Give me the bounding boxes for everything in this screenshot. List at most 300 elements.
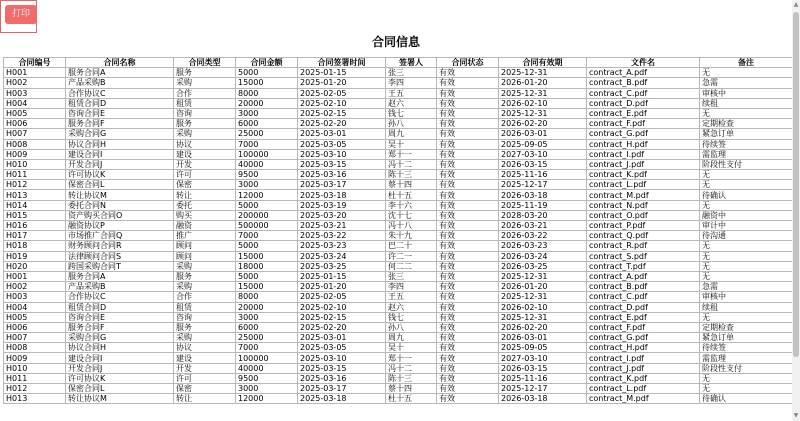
cell-contract-name: 资产购买合同O bbox=[66, 210, 174, 220]
cell-remarks: 急需 bbox=[700, 78, 793, 88]
cell-contract-id: H008 bbox=[4, 139, 66, 149]
table-row[interactable] bbox=[4, 394, 793, 404]
cell-amount: 100000 bbox=[236, 149, 298, 159]
cell-amount: 12000 bbox=[236, 190, 298, 200]
cell-amount: 5000 bbox=[236, 241, 298, 251]
cell-remarks: 无 bbox=[700, 241, 793, 251]
cell-file-name: contract_H.pdf bbox=[587, 139, 700, 149]
cell-valid-until: 2026-03-21 bbox=[499, 221, 587, 231]
column-header-signer[interactable]: 签署人 bbox=[386, 58, 437, 68]
cell-valid-until: 2026-03-18 bbox=[499, 394, 587, 404]
cell-contract-type: 顾问 bbox=[174, 251, 236, 261]
cell-sign-date: 2025-03-24 bbox=[298, 251, 386, 261]
table-row[interactable] bbox=[4, 88, 793, 98]
cell-contract-id: H016 bbox=[4, 221, 66, 231]
cell-status: 有效 bbox=[437, 149, 499, 159]
cell-status: 有效 bbox=[437, 139, 499, 149]
cell-valid-until: 2026-02-20 bbox=[499, 119, 587, 129]
cell-contract-type: 顾问 bbox=[174, 241, 236, 251]
cell-signer: 钱七 bbox=[386, 312, 437, 322]
cell-contract-type: 协议 bbox=[174, 343, 236, 353]
cell-signer: 王五 bbox=[386, 88, 437, 98]
cell-status: 有效 bbox=[437, 353, 499, 363]
table-row[interactable] bbox=[4, 363, 793, 373]
cell-signer: 冯十八 bbox=[386, 221, 437, 231]
cell-status: 有效 bbox=[437, 333, 499, 343]
table-row[interactable] bbox=[4, 241, 793, 251]
column-header-contract-name[interactable]: 合同名称 bbox=[66, 58, 174, 68]
cell-valid-until: 2025-11-16 bbox=[499, 373, 587, 383]
column-header-sign-date[interactable]: 合同签署时间 bbox=[298, 58, 386, 68]
cell-contract-id: H009 bbox=[4, 149, 66, 159]
cell-contract-type: 合作 bbox=[174, 88, 236, 98]
cell-contract-name: 法律顾问合同S bbox=[66, 251, 174, 261]
cell-sign-date: 2025-03-18 bbox=[298, 394, 386, 404]
cell-status: 有效 bbox=[437, 108, 499, 118]
cell-sign-date: 2025-03-22 bbox=[298, 231, 386, 241]
cell-file-name: contract_J.pdf bbox=[587, 159, 700, 169]
cell-sign-date: 2025-03-17 bbox=[298, 180, 386, 190]
cell-valid-until: 2026-02-20 bbox=[499, 322, 587, 332]
cell-amount: 25000 bbox=[236, 129, 298, 139]
table-row[interactable] bbox=[4, 373, 793, 383]
cell-remarks: 紧急订单 bbox=[700, 333, 793, 343]
cell-contract-type: 购买 bbox=[174, 210, 236, 220]
table-row[interactable] bbox=[4, 129, 793, 139]
cell-file-name: contract_J.pdf bbox=[587, 363, 700, 373]
cell-remarks: 阶段性支付 bbox=[700, 159, 793, 169]
cell-status: 有效 bbox=[437, 200, 499, 210]
cell-signer: 张三 bbox=[386, 271, 437, 281]
cell-status: 有效 bbox=[437, 271, 499, 281]
cell-amount: 500000 bbox=[236, 221, 298, 231]
cell-valid-until: 2025-12-31 bbox=[499, 312, 587, 322]
cell-contract-name: 服务合同A bbox=[66, 68, 174, 78]
cell-remarks: 审核中 bbox=[700, 88, 793, 98]
cell-status: 有效 bbox=[437, 210, 499, 220]
cell-remarks: 无 bbox=[700, 180, 793, 190]
cell-signer: 杜十五 bbox=[386, 394, 437, 404]
column-header-contract-id[interactable]: 合同编号 bbox=[4, 58, 66, 68]
cell-signer: 张三 bbox=[386, 68, 437, 78]
cell-contract-id: H004 bbox=[4, 98, 66, 108]
cell-remarks: 紧急订单 bbox=[700, 129, 793, 139]
cell-sign-date: 2025-01-20 bbox=[298, 282, 386, 292]
cell-status: 有效 bbox=[437, 312, 499, 322]
table-row[interactable] bbox=[4, 292, 793, 302]
cell-status: 有效 bbox=[437, 231, 499, 241]
cell-amount: 3000 bbox=[236, 312, 298, 322]
cell-contract-id: H019 bbox=[4, 251, 66, 261]
cell-status: 有效 bbox=[437, 373, 499, 383]
cell-amount: 9500 bbox=[236, 170, 298, 180]
cell-contract-name: 开发合同J bbox=[66, 159, 174, 169]
cell-remarks: 无 bbox=[700, 384, 793, 394]
table-row[interactable] bbox=[4, 119, 793, 129]
table-row[interactable] bbox=[4, 68, 793, 78]
table-row[interactable] bbox=[4, 282, 793, 292]
cell-signer: 孙八 bbox=[386, 322, 437, 332]
cell-signer: 王五 bbox=[386, 292, 437, 302]
cell-valid-until: 2025-12-31 bbox=[499, 292, 587, 302]
cell-valid-until: 2026-03-01 bbox=[499, 333, 587, 343]
cell-signer: 李四 bbox=[386, 78, 437, 88]
cell-sign-date: 2025-03-16 bbox=[298, 373, 386, 383]
table-row[interactable] bbox=[4, 271, 793, 281]
cell-valid-until: 2026-03-18 bbox=[499, 190, 587, 200]
cell-contract-id: H005 bbox=[4, 108, 66, 118]
cell-contract-id: H010 bbox=[4, 363, 66, 373]
table-row[interactable] bbox=[4, 333, 793, 343]
cell-status: 有效 bbox=[437, 129, 499, 139]
table-row[interactable] bbox=[4, 322, 793, 332]
cell-file-name: contract_B.pdf bbox=[587, 78, 700, 88]
cell-contract-name: 保密合同L bbox=[66, 180, 174, 190]
cell-signer: 何二二 bbox=[386, 261, 437, 271]
cell-signer: 杜十五 bbox=[386, 190, 437, 200]
cell-remarks: 无 bbox=[700, 261, 793, 271]
cell-contract-type: 服务 bbox=[174, 68, 236, 78]
cell-amount: 7000 bbox=[236, 139, 298, 149]
cell-contract-type: 转让 bbox=[174, 190, 236, 200]
cell-file-name: contract_L.pdf bbox=[587, 384, 700, 394]
cell-file-name: contract_D.pdf bbox=[587, 302, 700, 312]
table-row[interactable] bbox=[4, 231, 793, 241]
cell-file-name: contract_C.pdf bbox=[587, 88, 700, 98]
cell-contract-id: H003 bbox=[4, 292, 66, 302]
cell-contract-type: 保密 bbox=[174, 384, 236, 394]
cell-remarks: 急需 bbox=[700, 282, 793, 292]
table-row[interactable] bbox=[4, 78, 793, 88]
cell-contract-name: 服务合同F bbox=[66, 322, 174, 332]
cell-valid-until: 2027-03-10 bbox=[499, 353, 587, 363]
cell-sign-date: 2025-02-10 bbox=[298, 98, 386, 108]
cell-contract-name: 采购合同G bbox=[66, 333, 174, 343]
cell-amount: 20000 bbox=[236, 98, 298, 108]
cell-status: 有效 bbox=[437, 251, 499, 261]
cell-remarks: 待确认 bbox=[700, 190, 793, 200]
cell-remarks: 融资中 bbox=[700, 210, 793, 220]
cell-valid-until: 2026-03-15 bbox=[499, 159, 587, 169]
cell-amount: 9500 bbox=[236, 373, 298, 383]
cell-file-name: contract_I.pdf bbox=[587, 149, 700, 159]
table-row[interactable] bbox=[4, 384, 793, 394]
cell-amount: 5000 bbox=[236, 271, 298, 281]
cell-amount: 100000 bbox=[236, 353, 298, 363]
cell-valid-until: 2025-12-17 bbox=[499, 180, 587, 190]
cell-amount: 12000 bbox=[236, 394, 298, 404]
cell-contract-id: H011 bbox=[4, 373, 66, 383]
cell-remarks: 无 bbox=[700, 108, 793, 118]
cell-valid-until: 2025-12-31 bbox=[499, 271, 587, 281]
table-row[interactable] bbox=[4, 343, 793, 353]
cell-amount: 6000 bbox=[236, 119, 298, 129]
cell-amount: 7000 bbox=[236, 231, 298, 241]
cell-amount: 7000 bbox=[236, 343, 298, 353]
cell-contract-name: 租赁合同D bbox=[66, 98, 174, 108]
cell-contract-id: H009 bbox=[4, 353, 66, 363]
cell-valid-until: 2025-12-31 bbox=[499, 68, 587, 78]
cell-sign-date: 2025-01-15 bbox=[298, 271, 386, 281]
table-row[interactable] bbox=[4, 159, 793, 169]
cell-status: 有效 bbox=[437, 159, 499, 169]
table-row[interactable] bbox=[4, 353, 793, 363]
vertical-scrollbar[interactable] bbox=[792, 0, 800, 421]
table-row[interactable] bbox=[4, 221, 793, 231]
cell-valid-until: 2026-02-10 bbox=[499, 98, 587, 108]
table-row[interactable] bbox=[4, 251, 793, 261]
cell-contract-id: H013 bbox=[4, 394, 66, 404]
table-row[interactable] bbox=[4, 190, 793, 200]
cell-signer: 蔡十四 bbox=[386, 180, 437, 190]
cell-status: 有效 bbox=[437, 384, 499, 394]
cell-remarks: 待续签 bbox=[700, 343, 793, 353]
cell-remarks: 需监理 bbox=[700, 353, 793, 363]
contract-table-container bbox=[3, 57, 792, 421]
cell-valid-until: 2026-01-20 bbox=[499, 78, 587, 88]
cell-file-name: contract_B.pdf bbox=[587, 282, 700, 292]
column-header-amount[interactable]: 合同金额 bbox=[236, 58, 298, 68]
cell-amount: 6000 bbox=[236, 322, 298, 332]
cell-file-name: contract_L.pdf bbox=[587, 180, 700, 190]
table-row[interactable] bbox=[4, 170, 793, 180]
cell-file-name: contract_K.pdf bbox=[587, 373, 700, 383]
cell-signer: 赵六 bbox=[386, 302, 437, 312]
cell-sign-date: 2025-01-20 bbox=[298, 78, 386, 88]
cell-file-name: contract_C.pdf bbox=[587, 292, 700, 302]
cell-status: 有效 bbox=[437, 292, 499, 302]
cell-contract-name: 合作协议C bbox=[66, 88, 174, 98]
cell-contract-name: 咨询合同E bbox=[66, 108, 174, 118]
cell-amount: 15000 bbox=[236, 78, 298, 88]
cell-contract-type: 合作 bbox=[174, 292, 236, 302]
cell-remarks: 需监理 bbox=[700, 149, 793, 159]
column-header-file-name[interactable]: 文件名 bbox=[587, 58, 700, 68]
cell-file-name: contract_S.pdf bbox=[587, 251, 700, 261]
cell-contract-name: 开发合同J bbox=[66, 363, 174, 373]
cell-status: 有效 bbox=[437, 78, 499, 88]
cell-contract-type: 建设 bbox=[174, 353, 236, 363]
cell-amount: 200000 bbox=[236, 210, 298, 220]
cell-status: 有效 bbox=[437, 190, 499, 200]
cell-amount: 3000 bbox=[236, 108, 298, 118]
cell-contract-type: 服务 bbox=[174, 119, 236, 129]
cell-remarks: 待续签 bbox=[700, 139, 793, 149]
cell-valid-until: 2026-03-24 bbox=[499, 251, 587, 261]
cell-file-name: contract_Q.pdf bbox=[587, 231, 700, 241]
cell-contract-type: 咨询 bbox=[174, 108, 236, 118]
cell-contract-name: 协议合同H bbox=[66, 139, 174, 149]
cell-file-name: contract_F.pdf bbox=[587, 119, 700, 129]
cell-valid-until: 2025-12-31 bbox=[499, 88, 587, 98]
cell-signer: 李四 bbox=[386, 282, 437, 292]
scroll-up-arrow-icon[interactable]: ▲ bbox=[793, 1, 799, 8]
cell-amount: 40000 bbox=[236, 363, 298, 373]
cell-valid-until: 2026-03-01 bbox=[499, 129, 587, 139]
table-row[interactable] bbox=[4, 302, 793, 312]
cell-contract-type: 采购 bbox=[174, 261, 236, 271]
cell-contract-type: 开发 bbox=[174, 159, 236, 169]
cell-amount: 8000 bbox=[236, 292, 298, 302]
cell-valid-until: 2025-09-05 bbox=[499, 139, 587, 149]
cell-contract-name: 转让协议M bbox=[66, 394, 174, 404]
cell-sign-date: 2025-03-17 bbox=[298, 384, 386, 394]
cell-remarks: 待确认 bbox=[700, 394, 793, 404]
cell-sign-date: 2025-03-05 bbox=[298, 139, 386, 149]
cell-signer: 吴十 bbox=[386, 343, 437, 353]
cell-status: 有效 bbox=[437, 221, 499, 231]
cell-valid-until: 2025-11-16 bbox=[499, 170, 587, 180]
cell-contract-id: H013 bbox=[4, 190, 66, 200]
cell-valid-until: 2026-03-25 bbox=[499, 261, 587, 271]
cell-remarks: 审核中 bbox=[700, 292, 793, 302]
cell-signer: 陈十三 bbox=[386, 170, 437, 180]
cell-contract-name: 市场推广合同Q bbox=[66, 231, 174, 241]
cell-contract-name: 许可协议K bbox=[66, 373, 174, 383]
cell-sign-date: 2025-03-15 bbox=[298, 159, 386, 169]
cell-remarks: 无 bbox=[700, 200, 793, 210]
cell-status: 有效 bbox=[437, 394, 499, 404]
cell-sign-date: 2025-02-20 bbox=[298, 322, 386, 332]
cell-contract-id: H002 bbox=[4, 282, 66, 292]
cell-status: 有效 bbox=[437, 170, 499, 180]
cell-status: 有效 bbox=[437, 282, 499, 292]
cell-amount: 25000 bbox=[236, 333, 298, 343]
cell-contract-id: H012 bbox=[4, 180, 66, 190]
cell-status: 有效 bbox=[437, 302, 499, 312]
cell-status: 有效 bbox=[437, 180, 499, 190]
cell-status: 有效 bbox=[437, 322, 499, 332]
cell-remarks: 无 bbox=[700, 68, 793, 78]
cell-contract-type: 租赁 bbox=[174, 302, 236, 312]
cell-contract-id: H005 bbox=[4, 312, 66, 322]
cell-valid-until: 2025-12-31 bbox=[499, 108, 587, 118]
cell-contract-name: 合作协议C bbox=[66, 292, 174, 302]
cell-contract-id: H007 bbox=[4, 333, 66, 343]
cell-remarks: 阶段性支付 bbox=[700, 363, 793, 373]
cell-contract-type: 服务 bbox=[174, 271, 236, 281]
cell-contract-id: H008 bbox=[4, 343, 66, 353]
cell-contract-id: H010 bbox=[4, 159, 66, 169]
table-row[interactable] bbox=[4, 261, 793, 271]
cell-sign-date: 2025-02-05 bbox=[298, 292, 386, 302]
cell-file-name: contract_N.pdf bbox=[587, 200, 700, 210]
print-button-container bbox=[0, 0, 37, 33]
table-row[interactable] bbox=[4, 180, 793, 190]
table-row[interactable] bbox=[4, 312, 793, 322]
contract-table bbox=[3, 57, 792, 404]
cell-status: 有效 bbox=[437, 98, 499, 108]
table-row[interactable] bbox=[4, 98, 793, 108]
cell-remarks: 审计中 bbox=[700, 221, 793, 231]
column-header-status[interactable]: 合同状态 bbox=[437, 58, 499, 68]
cell-remarks: 无 bbox=[700, 251, 793, 261]
cell-sign-date: 2025-01-15 bbox=[298, 68, 386, 78]
cell-contract-type: 采购 bbox=[174, 333, 236, 343]
cell-file-name: contract_P.pdf bbox=[587, 221, 700, 231]
print-button[interactable]: 打印 bbox=[5, 5, 37, 24]
scroll-down-arrow-icon[interactable]: ▼ bbox=[793, 412, 799, 419]
cell-contract-type: 许可 bbox=[174, 373, 236, 383]
cell-sign-date: 2025-03-23 bbox=[298, 241, 386, 251]
cell-sign-date: 2025-03-18 bbox=[298, 190, 386, 200]
cell-contract-id: H015 bbox=[4, 210, 66, 220]
table-row[interactable] bbox=[4, 200, 793, 210]
cell-amount: 5000 bbox=[236, 200, 298, 210]
cell-signer: 冯十二 bbox=[386, 363, 437, 373]
cell-contract-name: 财务顾问合同R bbox=[66, 241, 174, 251]
cell-remarks: 续租 bbox=[700, 302, 793, 312]
cell-file-name: contract_R.pdf bbox=[587, 241, 700, 251]
table-row[interactable] bbox=[4, 210, 793, 220]
cell-contract-id: H012 bbox=[4, 384, 66, 394]
cell-contract-name: 建设合同I bbox=[66, 149, 174, 159]
cell-contract-name: 采购合同G bbox=[66, 129, 174, 139]
cell-amount: 8000 bbox=[236, 88, 298, 98]
table-row[interactable] bbox=[4, 139, 793, 149]
cell-sign-date: 2025-03-05 bbox=[298, 343, 386, 353]
cell-contract-type: 融资 bbox=[174, 221, 236, 231]
cell-contract-id: H001 bbox=[4, 271, 66, 281]
cell-sign-date: 2025-02-15 bbox=[298, 312, 386, 322]
cell-file-name: contract_T.pdf bbox=[587, 261, 700, 271]
cell-signer: 许二一 bbox=[386, 251, 437, 261]
cell-valid-until: 2025-09-05 bbox=[499, 343, 587, 353]
cell-sign-date: 2025-03-15 bbox=[298, 363, 386, 373]
cell-file-name: contract_A.pdf bbox=[587, 271, 700, 281]
cell-contract-type: 采购 bbox=[174, 78, 236, 88]
cell-contract-id: H011 bbox=[4, 170, 66, 180]
cell-contract-type: 许可 bbox=[174, 170, 236, 180]
cell-signer: 李十六 bbox=[386, 200, 437, 210]
cell-contract-type: 采购 bbox=[174, 282, 236, 292]
cell-signer: 郑十一 bbox=[386, 353, 437, 363]
cell-valid-until: 2026-03-23 bbox=[499, 241, 587, 251]
cell-file-name: contract_M.pdf bbox=[587, 394, 700, 404]
cell-contract-name: 服务合同F bbox=[66, 119, 174, 129]
cell-contract-type: 建设 bbox=[174, 149, 236, 159]
cell-signer: 陈十三 bbox=[386, 373, 437, 383]
cell-remarks: 无 bbox=[700, 312, 793, 322]
cell-file-name: contract_G.pdf bbox=[587, 129, 700, 139]
cell-amount: 3000 bbox=[236, 384, 298, 394]
cell-contract-type: 保密 bbox=[174, 180, 236, 190]
table-row[interactable] bbox=[4, 108, 793, 118]
scrollbar-thumb[interactable] bbox=[793, 12, 799, 357]
cell-status: 有效 bbox=[437, 241, 499, 251]
cell-contract-name: 协议合同H bbox=[66, 343, 174, 353]
column-header-valid-until[interactable]: 合同有效期 bbox=[499, 58, 587, 68]
cell-remarks: 无 bbox=[700, 373, 793, 383]
table-row[interactable] bbox=[4, 149, 793, 159]
cell-contract-name: 跨国采购合同T bbox=[66, 261, 174, 271]
cell-signer: 朱十九 bbox=[386, 231, 437, 241]
cell-amount: 3000 bbox=[236, 180, 298, 190]
cell-contract-type: 推广 bbox=[174, 231, 236, 241]
column-header-contract-type[interactable]: 合同类型 bbox=[174, 58, 236, 68]
cell-amount: 5000 bbox=[236, 68, 298, 78]
cell-sign-date: 2025-02-05 bbox=[298, 88, 386, 98]
cell-contract-type: 转让 bbox=[174, 394, 236, 404]
cell-sign-date: 2025-03-19 bbox=[298, 200, 386, 210]
cell-contract-name: 服务合同A bbox=[66, 271, 174, 281]
cell-signer: 吴十 bbox=[386, 139, 437, 149]
cell-signer: 巴二十 bbox=[386, 241, 437, 251]
cell-contract-type: 开发 bbox=[174, 363, 236, 373]
cell-file-name: contract_G.pdf bbox=[587, 333, 700, 343]
cell-amount: 18000 bbox=[236, 261, 298, 271]
column-header-remarks[interactable]: 备注 bbox=[700, 58, 793, 68]
